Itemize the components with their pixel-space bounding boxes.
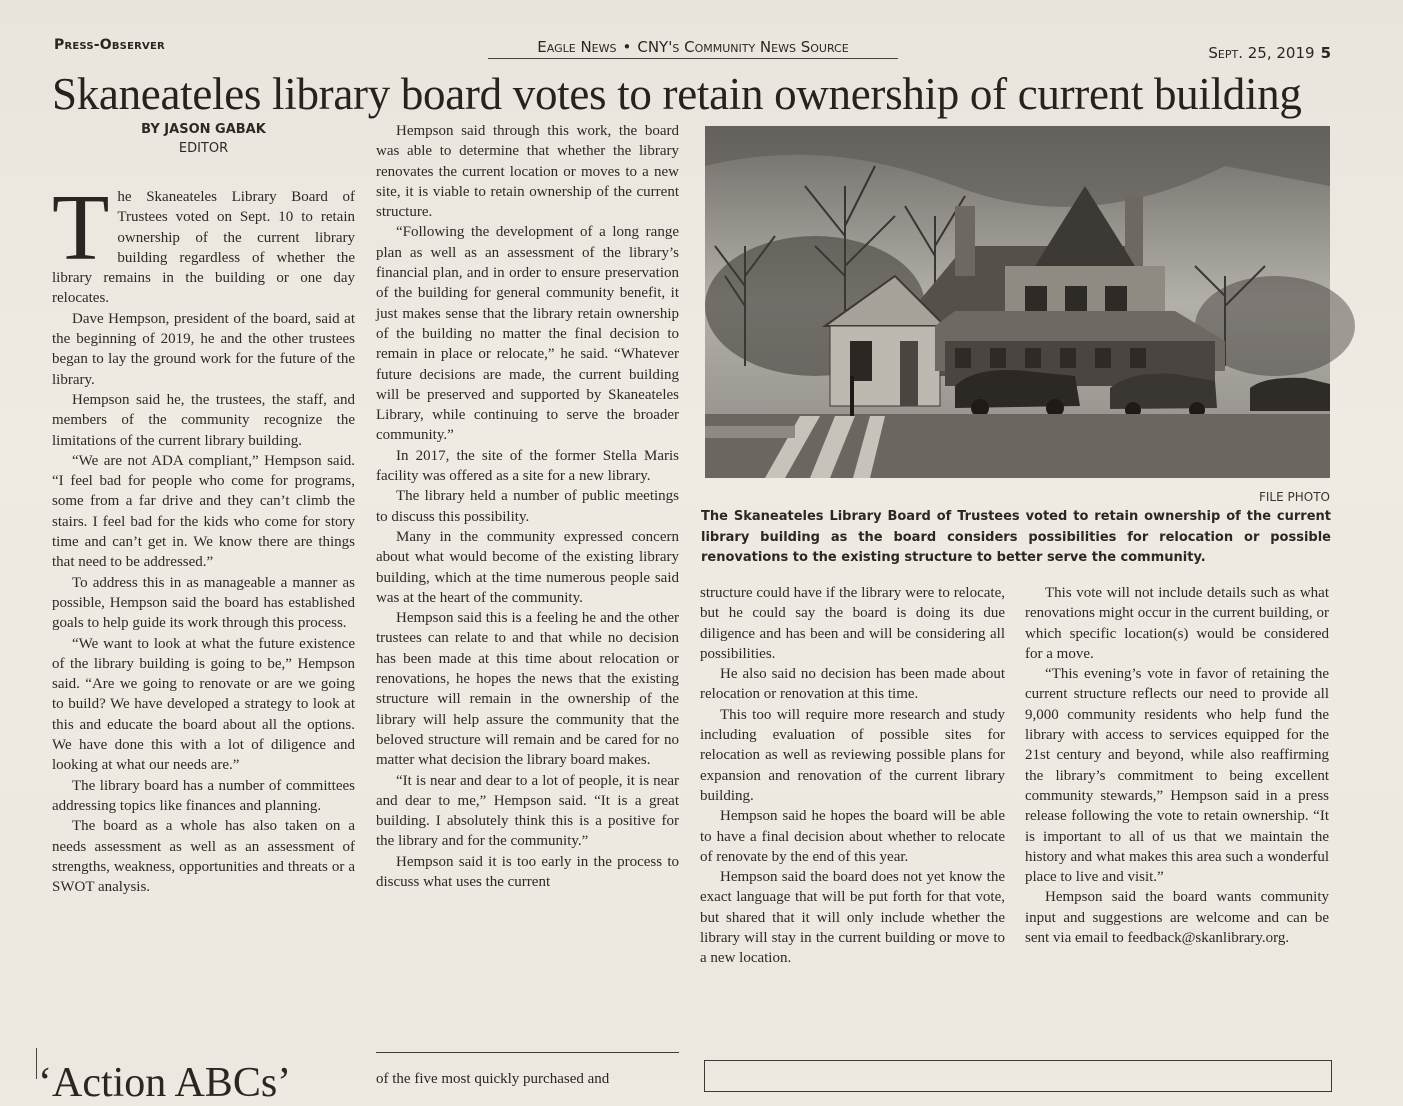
paragraph: “This evening’s vote in favor of retaining the current structure reflects our need to provide all 9,000 community residents who help fund the library with access to services equipped for the 21st century and beyond, while also reaffirming the library’s commitment to being excellent community stewards,” Hempson said in a press release following the vote to retain ownership. “It is important to all of us that we maintain the history and what makes this area such a wonderful place to live and visit.”	[1025, 666, 1329, 886]
paragraph: “We are not ADA compliant,” Hempson said. “I feel bad for people who come for programs, some from a far drive and they can’t climb the stairs. I feel bad for the kids who come for story time and can’t get in. We know there are things that need to be addressed.”	[52, 452, 355, 571]
lead-paragraph	[52, 176, 355, 309]
paragraph: “It is near and dear to a lot of people, it is near and dear to me,” Hempson said. “It is a great building. I absolutely think this is a positive for the library and for the community.”	[376, 772, 679, 850]
drop-cap: T	[52, 176, 110, 280]
paragraph: Many in the community expressed concern about what would become of the existing library building, which at the time numerous people said was at the heart of the community.	[376, 528, 679, 606]
lead-text: he Skaneateles Library Board of Trustees voted on Sept. 10 to retain ownership of the current library building regardless of whether the library remains in the building or one day relocates.	[52, 189, 355, 307]
paragraph: To address this in as manageable a manner as possible, Hempson said the board has established goals to help guide its work through this process.	[52, 574, 355, 632]
banner-tagline: CNY's Community News Source	[637, 38, 849, 56]
next-article-headline	[38, 1050, 338, 1106]
photo-caption: The Skaneateles Library Board of Trustees voted to retain ownership of the current library building as the board considers possibilities for relocation or possible renovations to the existing structure to better serve the community.	[701, 509, 1331, 565]
paragraph: Hempson said the board wants community input and suggestions are welcome and can be sent via email to feedback@skanlibrary.org.	[1025, 889, 1329, 947]
paragraph: The library board has a number of committees addressing topics like finances and planning.	[52, 777, 355, 814]
paragraph: Hempson said this is a feeling he and the other trustees can relate to and that while no decision has been made at this time about relocation or renovations, he hopes the news that the existing structure will remain in the ownership of the library will help assure the community that the beloved structure will remain and be cared for no matter what decision the library board makes.	[376, 610, 679, 769]
paragraph: This vote will not include details such as what renovations might occur in the current building, or which specific location(s) would be considered for a move.	[1025, 585, 1329, 662]
paragraph: Hempson said through this work, the board was able to determine that whether the library renovates the current location or moves to a new site, it is viable to retain ownership of the current structure.	[376, 123, 679, 221]
article-column-4	[1025, 583, 1329, 948]
column-divider	[36, 1048, 37, 1079]
page-number: 5	[1320, 44, 1331, 62]
article-column-1	[52, 120, 355, 897]
paragraph: “We want to look at what the future existence of the library building is going to be,” Hempson said. “Are we going to renovate or are we going to build? We have developed a strategy to look at this and educate the board about all the options. We have done this with a lot of diligence and looking at what our needs are.”	[52, 635, 355, 774]
paragraph: He also said no decision has been made about relocation or renovation at this time.	[700, 666, 1005, 703]
banner-separator: •	[622, 38, 632, 56]
byline-author: BY JASON GABAK	[141, 122, 266, 137]
next-article-text	[376, 1065, 679, 1087]
paragraph: Hempson said he hopes the board will be able to have a final decision about whether to relocate of renovate by the end of this year.	[700, 808, 1005, 865]
paragraph: structure could have if the library were to relocate, but he could say the board is doing its due diligence and has been and will be considering all possibilities.	[700, 585, 1005, 662]
paragraph: Dave Hempson, president of the board, said at the beginning of 2019, he and the other trustees began to lay the ground work for the future of the library.	[52, 310, 355, 388]
section-banner	[488, 38, 898, 59]
advertisement-box	[704, 1060, 1332, 1092]
next-article-text-line: of the five most quickly purchased and	[376, 1071, 610, 1087]
article-column-2	[376, 121, 679, 892]
library-building-photo	[705, 126, 1330, 478]
paragraph: The library held a number of public meetings to discuss this possibility.	[376, 488, 679, 525]
paragraph: Hempson said it is too early in the process to discuss what uses the current	[376, 853, 679, 890]
article-column-3	[700, 583, 1005, 969]
article-headline: Skaneateles library board votes to retain ownership of current building	[52, 69, 1302, 119]
paragraph: Hempson said the board does not yet know the exact language that will be put forth for that vote, but shared that it will only include whether the library will stay in the current building or move to a new location.	[700, 869, 1005, 967]
photo-credit: FILE PHOTO	[1258, 490, 1330, 504]
publication-name: Press-Observer	[54, 37, 165, 53]
byline	[52, 120, 355, 158]
next-article-headline-text: ‘Action ABCs’	[38, 1060, 292, 1106]
paragraph: The board as a whole has also taken on a needs assessment as well as an assessment of strengths, weakness, opportunities and threats or a SWOT analysis.	[52, 818, 355, 896]
paragraph: This too will require more research and study including evaluation of possible sites for relocation as well as reviewing possible plans for expansion and renovation of the current library building.	[700, 706, 1005, 804]
paragraph: In 2017, the site of the former Stella Maris facility was offered as a site for a new library.	[376, 447, 679, 485]
paragraph: “Following the development of a long range plan as well as an assessment of the library’s financial plan, and in order to ensure preservation of the building for general community benefit, it just makes sense that the library retain ownership of the building no matter the final decision to remain in place or relocate,” he said. “Whatever future decisions are made, the current building will be preserved and supported by Skaneateles Library, while continuing to serve the broader community.”	[376, 224, 679, 444]
library-building-illustration	[705, 126, 1330, 478]
paragraph: Hempson said he, the trustees, the staff, and members of the community recognize the limitations of the current library building.	[52, 391, 355, 449]
banner-paper-name: Eagle News	[537, 38, 617, 56]
issue-info	[1208, 44, 1331, 62]
byline-title: EDITOR	[178, 141, 229, 156]
issue-date: Sept. 25, 2019	[1208, 44, 1315, 62]
section-rule	[376, 1052, 679, 1053]
